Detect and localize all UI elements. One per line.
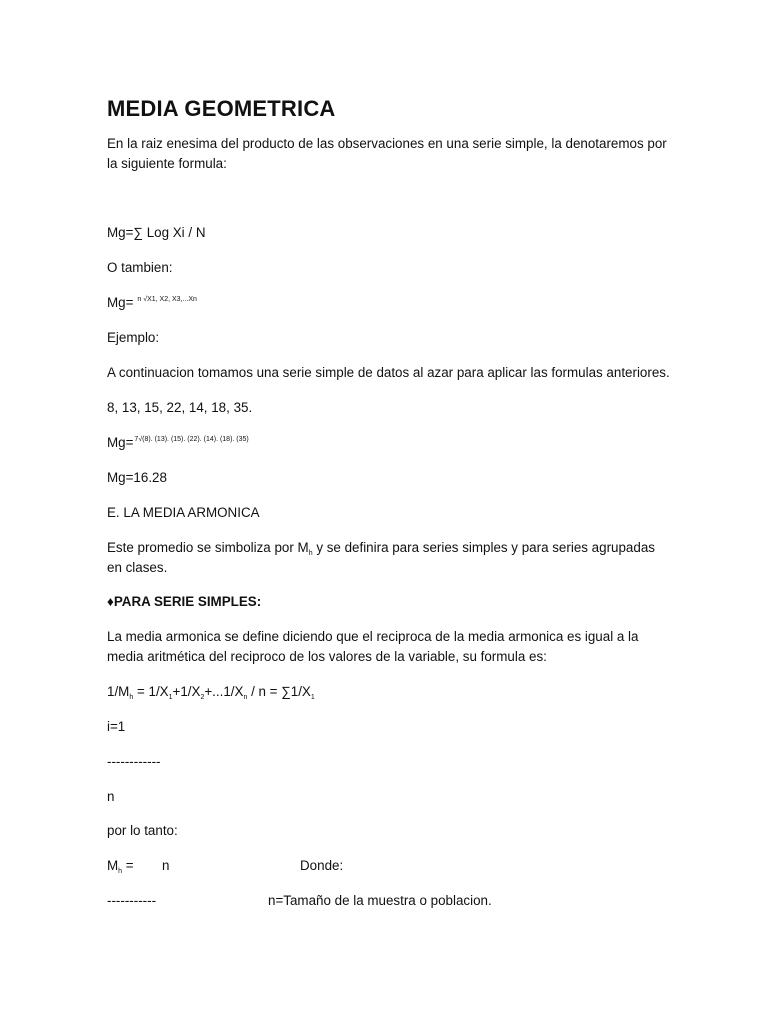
formula-example [107, 433, 249, 453]
armonica-subscript: 1 [310, 694, 315, 701]
por-lo-tanto-text: por lo tanto: [107, 823, 178, 838]
index-text: i=1 [107, 719, 126, 734]
armonica-part: = 1/X [133, 684, 169, 699]
promedio-subscript: h [308, 550, 313, 557]
armonica-subscript: 1 [168, 694, 173, 701]
armonica-part: / n = ∑1/X [247, 684, 311, 699]
fraction-bar: ------------ [107, 754, 161, 769]
formula-root-prefix: Mg= [107, 295, 134, 310]
mh-equals: = [122, 858, 134, 873]
promedio-text-b: y se definira para series simples y para series agrupadas en clases. [107, 540, 655, 575]
formula-root [107, 293, 197, 313]
mh-letter: M [107, 858, 119, 873]
donde-label: Donde: [300, 858, 344, 873]
definicion-paragraph: La media armonica se define diciendo que el reciproca de la media armonica es igual a la media aritmética del reciproco de los valores de la variable, su formula es: [107, 629, 639, 664]
armonica-part: +1/X [172, 684, 201, 699]
ejemplo-label: Ejemplo: [107, 330, 160, 345]
armonica-subscript: n [243, 694, 248, 701]
section-heading-media-armonica: E. LA MEDIA ARMONICA [107, 505, 260, 520]
continuacion-paragraph: A continuacion tomamos una serie simple de datos al azar para aplicar las formulas anteriores. [107, 365, 670, 380]
n-definition: n=Tamaño de la muestra o poblacion. [268, 893, 492, 908]
subheading-serie-simples: ♦PARA SERIE SIMPLES: [107, 594, 262, 609]
denominator-n: n [107, 789, 115, 804]
data-series: 8, 13, 15, 22, 14, 18, 35. [107, 400, 253, 415]
armonica-part: 1/M [107, 684, 130, 699]
promedio-paragraph [107, 538, 667, 578]
o-tambien-text: O tambien: [107, 260, 173, 275]
formula-armonica [107, 682, 315, 702]
formula-example-radical: 7√(8). (13). (15). (22). (14). (18). (35) [134, 436, 249, 443]
document-title: MEDIA GEOMETRICA [107, 96, 336, 121]
armonica-subscript: 2 [200, 694, 205, 701]
mh-label [107, 856, 134, 876]
result-text: Mg=16.28 [107, 470, 167, 485]
formula-example-prefix: Mg= [107, 435, 134, 450]
promedio-text-a: Este promedio se simboliza por M [107, 540, 309, 555]
mh-subscript: h [118, 868, 123, 875]
armonica-part: +...1/X [204, 684, 244, 699]
mh-numerator: n [162, 858, 170, 873]
intro-paragraph: En la raiz enesima del producto de las observaciones en una serie simple, la denotaremos por la siguiente formula: [107, 136, 667, 171]
fraction-bar-2: ----------- [107, 893, 157, 908]
formula-log: Mg=∑ Log Xi / N [107, 225, 206, 240]
armonica-subscript: h [129, 694, 134, 701]
formula-root-radical: n √X1, X2, X3,...Xn [137, 296, 197, 303]
